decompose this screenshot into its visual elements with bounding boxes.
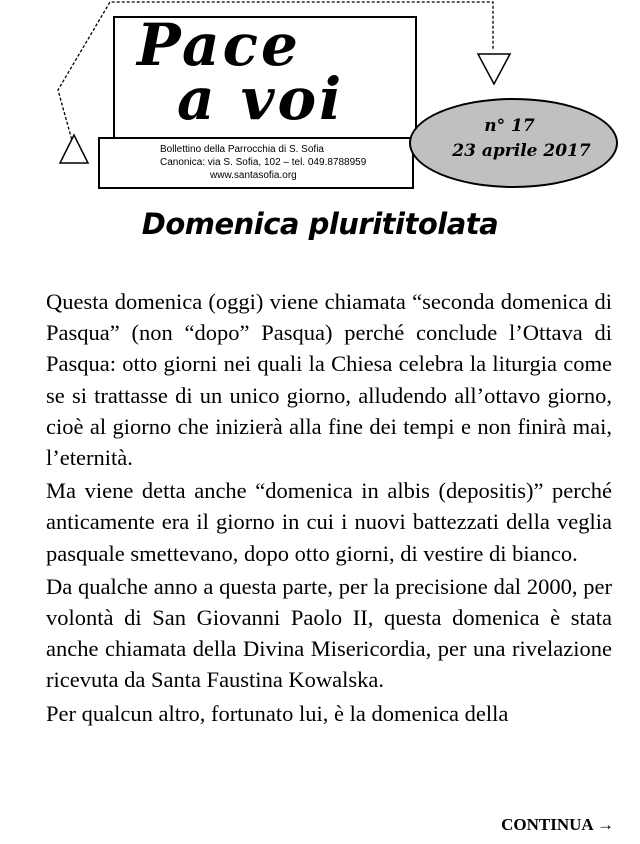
issue-date: 23 aprile 2017 — [452, 141, 591, 161]
article-headline: Domenica plurititolata — [141, 207, 499, 241]
masthead-title-line1: Pace — [137, 11, 301, 79]
parish-website: www.santasofia.org — [210, 170, 297, 181]
article-paragraph: Da qualche anno a questa parte, per la precisione dal 2000, per volontà di San Giovanni Paolo II, questa domenica è stata anche chiamata della Divina Misericordia, per una rivelazione ricevuta da Santa Faustina Kowalska. — [46, 573, 612, 693]
parish-address: Canonica: via S. Sofia, 102 – tel. 049.8788959 — [160, 157, 367, 168]
issue-badge — [409, 98, 618, 188]
continue-link[interactable]: CONTINUA → — [501, 815, 614, 834]
arrow-triangle-right — [478, 54, 510, 84]
parish-bulletin-label: Bollettino della Parrocchia di S. Sofia — [160, 144, 324, 155]
article-paragraph: Ma viene detta anche “domenica in albis (depositis)” perché anticamente era il giorno in cui i nuovi battezzati della veglia pasquale smettevano, dopo otto giorni, di vestire di bianco. — [46, 478, 612, 566]
masthead-logo-box — [113, 11, 417, 141]
article-body — [46, 286, 612, 729]
article-paragraph: Questa domenica (oggi) viene chiamata “seconda domenica di Pasqua” (non “dopo” Pasqua) perché conclude l’Ottava di Pasqua: otto giorni nei quali la Chiesa celebra la liturgia come se si trattasse di un unico giorno, alludendo all’ottavo giorno, cioè al giorno che inizierà alla fine dei tempi e non finirà mai, l’eternità. — [46, 289, 612, 471]
masthead-title — [137, 11, 345, 133]
issue-number: n° 17 — [484, 116, 535, 136]
masthead-subtitle-box — [98, 137, 414, 189]
masthead-title-line2: a voi — [177, 65, 345, 133]
article-paragraph: Per qualcun altro, fortunato lui, è la domenica della — [46, 700, 509, 726]
arrow-triangle-left — [60, 135, 88, 163]
